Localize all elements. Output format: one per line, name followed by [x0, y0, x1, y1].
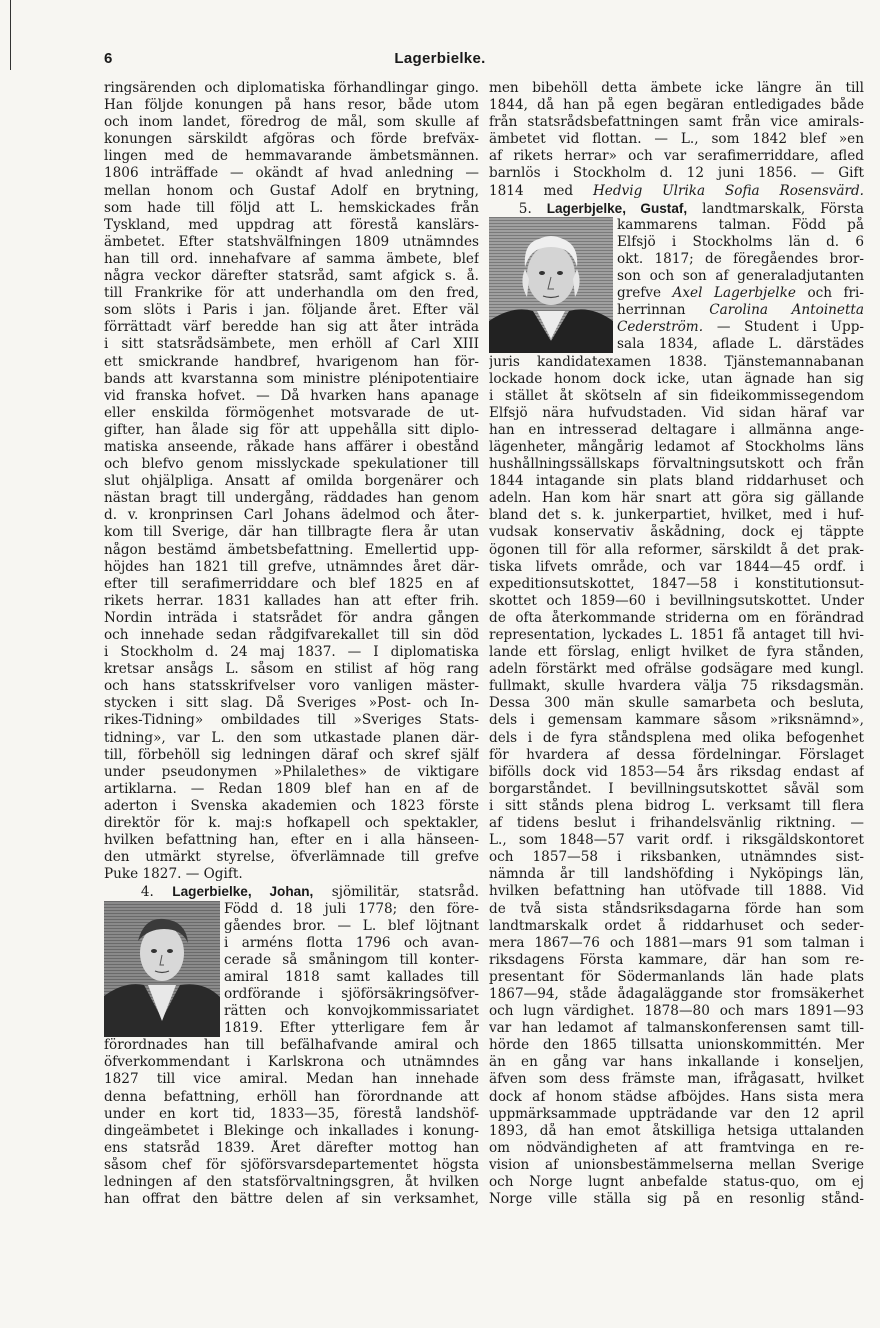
text-line: 1867—94, ståde ådagaläggande stor fromsäkerhet	[489, 985, 864, 1002]
text-line: under en kort tid, 1833—35, förestå landshöf-	[104, 1105, 479, 1122]
entry-5-text	[489, 354, 864, 1209]
text-line: i Stockholm d. 24 maj 1837. — I diplomatiska	[104, 644, 479, 661]
text-line: denna befattning, erhöll han förordnande att	[104, 1088, 479, 1105]
text-line: ämbetet vid flottan. — L., som 1842 blef »en	[489, 131, 864, 148]
text-line: cerade så småningom till konter-	[224, 951, 479, 968]
entry-4-wrap-text	[224, 901, 479, 1038]
text-line: lägenheter, mångårig ledamot af Stockholms läns	[489, 438, 864, 455]
text-line: okt. 1817; de föregåendes bror-	[617, 250, 864, 267]
text-line: lockade honom dock icke, utan ägnade han sig	[489, 370, 864, 387]
text-line: kom till Sverige, där han tillbragte flera år utan	[104, 524, 479, 541]
text-line: i arméns flotta 1796 och avan-	[224, 934, 479, 951]
text-line: Elfsjö i Stockholms län d. 6	[617, 233, 864, 250]
text-line: dels i gemensam kammare såsom »riksnämnd»,	[489, 712, 864, 729]
text-line: kretsar ansågs L. såsom en stilist af hög rang	[104, 661, 479, 678]
text-line: öfverkommendant i Karlskrona och utnämndes	[104, 1054, 479, 1071]
text-line: och 1857—58 i riksbanken, utnämndes sist-	[489, 849, 864, 866]
text-line: matiska anseende, råkade hans affärer i obestånd	[104, 438, 479, 455]
text-line: tiska lifvets område, och var 1844—45 ordf. i	[489, 558, 864, 575]
portrait-johan-lagerbielke	[104, 901, 220, 1037]
text-line: än en gång var hans inkallande i konseljen,	[489, 1054, 864, 1071]
father-suffix: och fri-	[807, 285, 864, 302]
marriage-prefix: 1814 med	[489, 182, 574, 199]
text-line: han till ord. innehafvare af samma ämbete, blef	[104, 250, 479, 267]
text-line: landtmarskalk ordet å riddarhuset och seder-	[489, 917, 864, 934]
text-line: han offrat den bättre delen af sin verksamhet,	[104, 1191, 479, 1208]
text-line: var han ledamot af talmanskonferensen samt till-	[489, 1020, 864, 1037]
text-line: eller enskilda förmögenhet motsvarade de ut-	[104, 404, 479, 421]
text-line: vision af unionsbestämmelserna mellan Sverige	[489, 1156, 864, 1173]
text-line: och hans statsskrifvelser voro vanligen mäster-	[104, 678, 479, 695]
text-line: i sitt stånds plena bidrog L. verksamt till flera	[489, 797, 864, 814]
text-line: artiklarna. — Redan 1809 blef han en af de	[104, 780, 479, 797]
text-line: mera 1867—76 och 1881—mars 91 som talman i	[489, 934, 864, 951]
text-line: som hade till följd att L. hemskickades från	[104, 199, 479, 216]
text-line: skottet och 1859—60 i bevillningsutskottet. Under	[489, 592, 864, 609]
text-line: Han följde konungen på hans resor, både utom	[104, 97, 479, 114]
text-line: adeln förstärkt med ofrälse godsägare med kungl.	[489, 661, 864, 678]
text-line: af tidens beslut i frihandelsvänlig riktning. —	[489, 815, 864, 832]
text-line: nämnda år till landshöfding i Nyköpings län,	[489, 866, 864, 883]
entry-5-parents-line	[617, 285, 864, 302]
text-line: vudsak konservativ åskådning, dock ej täppte	[489, 524, 864, 541]
text-line: såsom chef för sjöförsvarsdepartementet högsta	[104, 1156, 479, 1173]
text-line: Tyskland, med uppdrag att förestå kanslärs-	[104, 216, 479, 233]
text-line: om nödvändigheten af att framtvinga en re-	[489, 1139, 864, 1156]
text-line: bifölls dock vid 1853—54 års riksdag endast af	[489, 763, 864, 780]
text-line: riksdagens Första kammare, där han som re-	[489, 951, 864, 968]
entry-4-name: Lagerbielke, Johan,	[172, 884, 314, 900]
text-line: 1819. Efter ytterligare fem år	[224, 1020, 479, 1037]
text-line: adeln. Han kom här snart att göra sig gällande	[489, 490, 864, 507]
entry-5-wrap-text	[617, 217, 864, 354]
text-line: d. v. kronprinsen Carl Johans ädelmod och åter-	[104, 507, 479, 524]
text-line: men bibehöll detta ämbete icke längre än till	[489, 80, 864, 96]
marriage-line	[489, 183, 864, 200]
text-line: konungen särskildt afgöras och förde brefväx-	[104, 131, 479, 148]
text-line: bland det s. k. junkerpartiet, hvilket, med i huf-	[489, 507, 864, 524]
text-line: Norge ville ställa sig på en resonlig stånd-	[489, 1191, 864, 1208]
text-line: förrättadt värf beredde han sig att åter inträda	[104, 319, 479, 336]
text-line: fullmakt, skulle hvardera välja 75 riksdagsmän.	[489, 678, 864, 695]
text-line: för hvardera af dessa fördelningar. Förslaget	[489, 746, 864, 763]
text-line: höjdes han 1821 till grefve, utnämndes året där-	[104, 558, 479, 575]
text-line: efter till serafimerriddare och blef 1825 en af	[104, 575, 479, 592]
text-line: kammarens talman. Född på	[617, 216, 864, 233]
text-line: dock af honom städse afböjdes. Hans sista mera	[489, 1088, 864, 1105]
text-line: lande ett förslag, enligt hvilket de fyra stånden,	[489, 644, 864, 661]
text-line: någon bestämd ämbetsbefattning. Emellertid upp-	[104, 541, 479, 558]
text-line: och Norge lugnt anbefalde status-quo, om ej	[489, 1174, 864, 1190]
text-line: hvilken befattning han, efter en i alla hänseen-	[104, 832, 479, 849]
text-line: aderton i Svenska akademien och 1823 förste	[104, 797, 479, 814]
text-line: juris kandidatexamen 1838. Tjänstemannabanan	[489, 353, 864, 370]
text-line: han en intresserad deltagare i allmänna ange-	[489, 421, 864, 438]
text-line: hushållningssällskaps förvaltningsutskott och från	[489, 456, 864, 473]
text-line: gåendes bror. — L. blef löjtnant	[224, 917, 479, 934]
text-line: och inom landet, föredrog de mål, som skulle af	[104, 114, 479, 131]
text-line: nästan bragt till undergång, räddades han genom	[104, 490, 479, 507]
text-line: 1827 till vice amiral. Medan han innehade	[104, 1071, 479, 1088]
left-column	[104, 80, 479, 1208]
entry-5-portrait-block	[489, 217, 864, 354]
entry-4-number: 4.	[140, 884, 154, 901]
right-column-text	[489, 80, 864, 183]
page-header	[0, 50, 880, 72]
text-line: 1893, då han emot åtskilliga hetsiga uttalanden	[489, 1122, 864, 1139]
running-head: Lagerbielke.	[394, 50, 486, 67]
text-line: som slöts i Paris i jan. följande året. Efter väl	[104, 302, 479, 319]
text-line: Född d. 18 juli 1778; den före-	[224, 900, 479, 917]
text-line: rikets herrar. 1831 kallades han att efter frih.	[104, 592, 479, 609]
entry-5-mother-line	[617, 302, 864, 319]
text-line: och innehade sedan rådgifvarekallet till sin död	[104, 627, 479, 643]
text-line: rätten och konvojkommissariatet	[224, 1003, 479, 1020]
text-line: ögonen till för alla reformer, särskildt å det prak-	[489, 541, 864, 558]
mother-name-a: Carolina Antoinetta	[709, 302, 864, 319]
text-line: ordförande i sjöförsäkringsöfver-	[224, 985, 479, 1002]
entry-5-mother-line-2	[617, 319, 864, 336]
text-line: ens statsråd 1839. Året därefter mottog han	[104, 1139, 479, 1156]
mother-prefix: herrinnan	[617, 302, 686, 319]
text-line: och lugn värdighet. 1878—80 och mars 1891—93	[489, 1003, 864, 1020]
text-line: äfven som dess främste man, ifrågasatt, hvilket	[489, 1071, 864, 1088]
text-line: ringsärenden och diplomatiska förhandlingar gingo.	[104, 80, 479, 96]
text-line: till, förbehöll sig ledningen däraf och skref själf	[104, 746, 479, 763]
text-line: direktör för k. maj:s hofkapell och spektakler,	[104, 815, 479, 832]
text-line: några veckor därefter statsråd, samt afgick s. å.	[104, 268, 479, 285]
text-line: dels i de fyra ståndsplena med olika befogenhet	[489, 729, 864, 746]
text-line: expeditionsutskottet, 1847—58 i konstitutionsut-	[489, 575, 864, 592]
parent-prefix: grefve	[617, 285, 662, 302]
portrait-gustaf-lagerbjelke	[489, 217, 613, 353]
text-line: Puke 1827. — Ogift.	[104, 866, 243, 883]
text-line: i sitt statsrådsämbete, men erhöll af Carl XIII	[104, 336, 479, 353]
entry-5-wrap-last: sala 1834, aflade L. därstädes	[617, 336, 864, 353]
text-line: son och son af generaladjutanten	[617, 268, 864, 285]
text-line: förordnades han till befälhafvande amiral och	[104, 1037, 479, 1054]
father-name: Axel Lagerbjelke	[672, 285, 796, 302]
text-line: mellan honom och Gustaf Adolf en brytning,	[104, 182, 479, 199]
text-line: Elfsjö nära hufvudstaden. Vid sidan häraf var	[489, 404, 864, 421]
entry-4-text	[104, 1037, 479, 1208]
text-line: den utmärkt styrelse, öfverlämnade till grefve	[104, 849, 479, 866]
entry-5-title: landtmarskalk, Första	[702, 200, 864, 217]
text-line: bands att kvarstanna som ministre plénipotentiaire	[104, 370, 479, 387]
text-line: lingen med de hemmavarande ämbetsmännen.	[104, 148, 479, 165]
entry-5-number: 5.	[518, 200, 532, 217]
text-line: rikes-Tidning» ombildades till »Sveriges Stats-	[104, 712, 479, 729]
text-line: hörde den 1865 tillsatta unionskommittén. Mer	[489, 1037, 864, 1054]
text-line: tidning», var L. den som utkastade planen där-	[104, 729, 479, 746]
text-line: och blefvo genom misslyckade spekulationer till	[104, 456, 479, 473]
text-line: Nordin inträda i statsrådet för andra gången	[104, 609, 479, 626]
text-line: hvilken befattning han utöfvade till 1888. Vid	[489, 883, 864, 900]
entry-5-heading	[489, 200, 864, 217]
text-line: amiral 1818 samt kallades till	[224, 968, 479, 985]
text-line: vid franska hofvet. — Då hvarken hans apanage	[104, 387, 479, 404]
text-line: slut ohjälpliga. Ansatt af omilda borgenärer och	[104, 473, 479, 490]
page-number: 6	[104, 50, 113, 67]
entry-5-name: Lagerbjelke, Gustaf,	[546, 200, 688, 216]
text-line: de två sista ståndsriksdagarna förde han som	[489, 900, 864, 917]
text-line: 1844, då han på egen begäran entledigades både	[489, 97, 864, 114]
text-line: ämbetet. Efter statshvälfningen 1809 utnämndes	[104, 233, 479, 250]
text-line: dingeämbetet i Blekinge och inkallades i konung-	[104, 1122, 479, 1139]
entry-4-portrait-block	[104, 901, 479, 1038]
text-line: barnlös i Stockholm d. 12 juni 1856. — Gift	[489, 165, 864, 182]
text-line: från statsrådsbefattningen samt från vice amirals-	[489, 114, 864, 131]
text-line: gifter, han ålade sig för att uppehålla sitt diplo-	[104, 421, 479, 438]
entry-4-heading	[104, 883, 479, 900]
text-line: 1806 inträffade — okändt af hvad anledning —	[104, 165, 479, 182]
mother-suffix: — Student i Upp-	[716, 319, 864, 336]
text-line: 1844 intagande sin plats bland riddarhuset och	[489, 473, 864, 490]
right-column	[489, 80, 864, 1208]
text-line: L., som 1848—57 varit ordf. i riksgäldskontoret	[489, 832, 864, 849]
text-line: de ofta återkommande striderna om en förändrad	[489, 609, 864, 626]
text-line: i stället åt skötseln af sin fideikommissegendom	[489, 387, 864, 404]
text-line: stycken i sitt slag. Då Sveriges »Post- och In-	[104, 695, 479, 712]
left-column-text	[104, 80, 479, 883]
text-line: Dessa 300 män skulle samarbeta och besluta,	[489, 695, 864, 712]
text-line: under pseudonymen »Philalethes» de viktigare	[104, 763, 479, 780]
text-line: uppmärksammade uppträdande var den 12 april	[489, 1105, 864, 1122]
text-line: borgarståndet. I bevillningsutskottet såväl som	[489, 780, 864, 797]
text-line: representation, lyckades L. 1851 få antaget till hvi-	[489, 627, 864, 643]
text-line: presentant för Södermanlands län hade plats	[489, 968, 864, 985]
mother-name-b: Cederström.	[617, 319, 704, 336]
text-line: ledningen af den statsförvaltningsgren, åt hvilken	[104, 1174, 479, 1190]
entry-4-title: sjömilitär, statsråd.	[331, 884, 479, 901]
text-line: ett smickrande handbref, hvarigenom han för-	[104, 353, 479, 370]
spouse-name: Hedvig Ulrika Sofia Rosensvärd.	[592, 182, 864, 199]
text-line: till Frankrike för att underhandla om den fred,	[104, 285, 479, 302]
text-line: af rikets herrar» och var serafimerriddare, afled	[489, 148, 864, 165]
